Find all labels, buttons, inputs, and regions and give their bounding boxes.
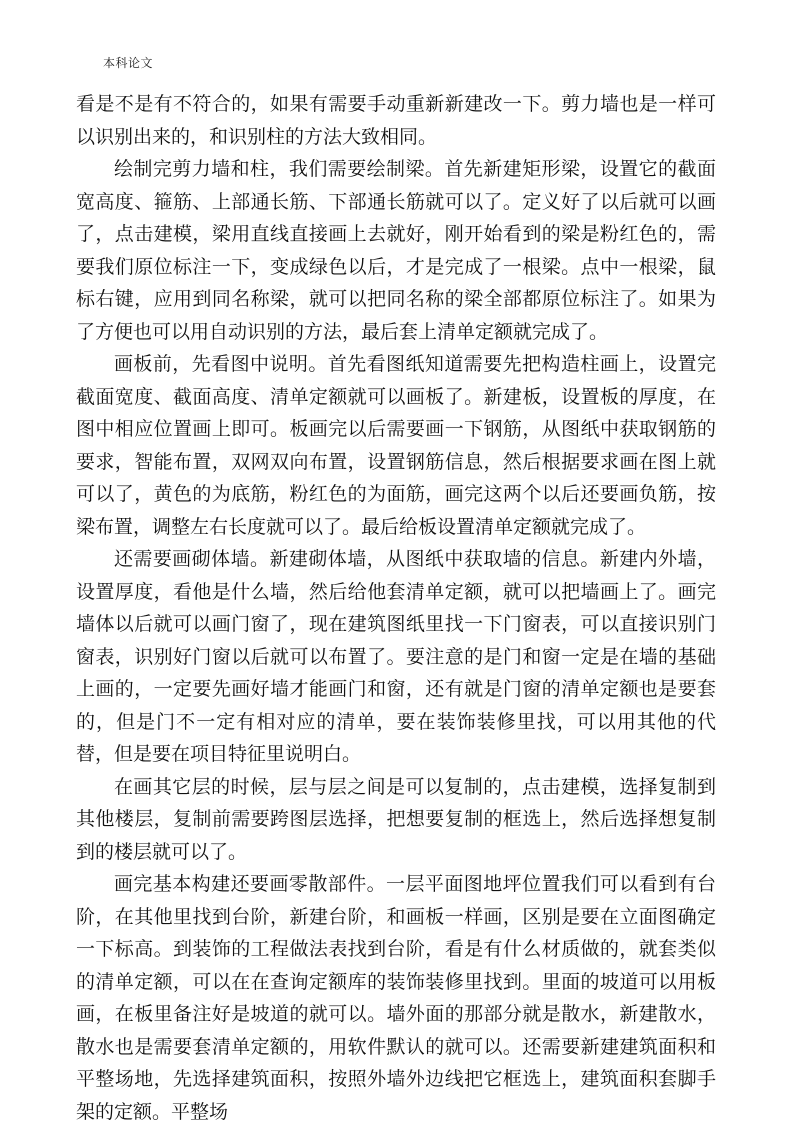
paragraph-continuation: 看是不是有不符合的，如果有需要手动重新新建改一下。剪力墙也是一样可以识别出来的，和识别柱的方法大致相同。 — [76, 93, 716, 148]
paragraph-copy-floors: 在画其它层的时候，层与层之间是可以复制的，点击建模，选择复制到其他楼层，复制前需要跨图层选择，把想要复制的框选上，然后选择想复制到的楼层就可以了。 — [76, 775, 716, 863]
paragraph-beams: 绘制完剪力墙和柱，我们需要绘制梁。首先新建矩形梁，设置它的截面宽高度、箍筋、上部通长筋、下部通长筋就可以了。定义好了以后就可以画了，点击建模，梁用直线直接画上去就好，刚开始看到的梁是粉红色的，需要我们原位标注一下，变成绿色以后，才是完成了一根梁。点中一根梁，鼠标右键，应用到同名称梁，就可以把同名称的梁全部都原位标注了。如果为了方便也可以用自动识别的方法，最后套上清单定额就完成了。 — [76, 158, 716, 343]
paragraph-slabs: 画板前，先看图中说明。首先看图纸知道需要先把构造柱画上，设置完截面宽度、截面高度、清单定额就可以画板了。新建板，设置板的厚度，在图中相应位置画上即可。板画完以后需要画一下钢筋，从图纸中获取钢筋的要求，智能布置，双网双向布置，设置钢筋信息，然后根据要求画在图上就可以了，黄色的为底筋，粉红色的为面筋，画完这两个以后还要画负筋，按梁布置，调整左右长度就可以了。最后给板设置清单定额就完成了。 — [76, 353, 716, 538]
body-text — [76, 88, 716, 1128]
paragraph-masonry-walls: 还需要画砌体墙。新建砌体墙，从图纸中获取墙的信息。新建内外墙，设置厚度，看他是什么墙，然后给他套清单定额，就可以把墙画上了。画完墙体以后就可以画门窗了，现在建筑图纸里找一下门窗表，可以直接识别门窗表，识别好门窗以后就可以布置了。要注意的是门和窗一定是在墙的基础上画的，一定要先画好墙才能画门和窗，还有就是门窗的清单定额也是要套的，但是门不一定有相对应的清单，要在装饰装修里找，可以用其他的代替，但是要在项目特征里说明白。 — [76, 548, 716, 765]
running-header: 本科论文 — [103, 56, 154, 70]
paragraph-misc-components: 画完基本构建还要画零散部件。一层平面图地坪位置我们可以看到有台阶，在其他里找到台阶，新建台阶，和画板一样画，区别是要在立面图确定一下标高。到装饰的工程做法表找到台阶，看是有什么材质做的，就套类似的清单定额，可以在在查询定额库的装饰装修里找到。里面的坡道可以用板画，在板里备注好是坡道的就可以。墙外面的那部分就是散水，新建散水，散水也是需要套清单定额的，用软件默认的就可以。还需要新建建筑面积和平整场地，先选择建筑面积，按照外墙外边线把它框选上，建筑面积套脚手架的定额。平整场 — [76, 873, 716, 1123]
